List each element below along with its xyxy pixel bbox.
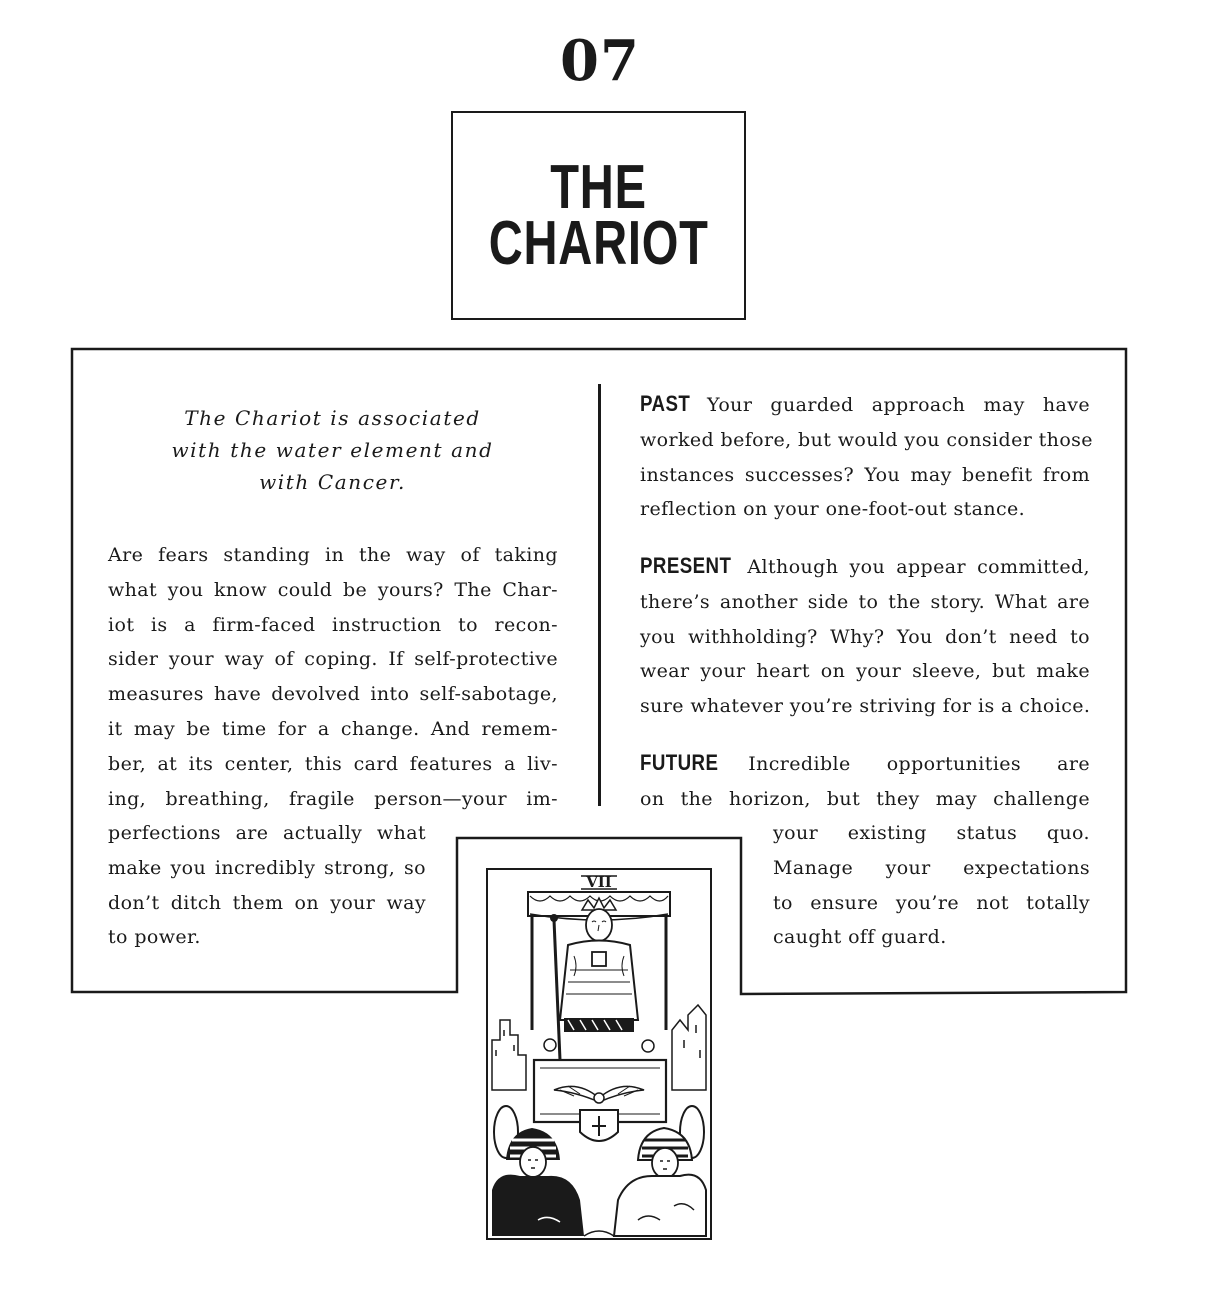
- past-text: Your guarded approach may have: [707, 394, 1090, 416]
- present-text: Although you appear committed,: [747, 556, 1090, 578]
- intro-line: The Chariot is associated: [184, 406, 481, 430]
- past-line: reflection on your one-foot-out stance.: [640, 498, 1026, 521]
- main-paragraph-wrap: [108, 816, 426, 955]
- future-line: your existing status quo.: [773, 822, 1090, 844]
- main-line: Are fears standing in the way of taking: [108, 544, 558, 566]
- main-line: don’t ditch them on your way: [108, 891, 426, 914]
- present-section: [640, 549, 1090, 724]
- chariot-illustration: [488, 870, 710, 1238]
- main-line: iot is a firm-faced instruction to recon-: [108, 613, 558, 636]
- past-line: worked before, but would you consider those: [640, 428, 1093, 451]
- main-paragraph: [108, 538, 558, 816]
- main-line: perfections are actually what: [108, 822, 426, 844]
- past-label: PAST: [640, 391, 691, 416]
- present-line: you withholding? Why? You don’t need to: [640, 625, 1090, 648]
- present-label: PRESENT: [640, 553, 732, 578]
- future-section-wrap: [773, 816, 1090, 955]
- past-line: [640, 387, 1090, 423]
- past-line: instances successes? You may benefit from: [640, 463, 1090, 486]
- main-line: sider your way of coping. If self-protective: [108, 648, 558, 671]
- main-line: what you know could be yours? The Char-: [108, 578, 558, 601]
- future-line: Manage your expectations: [773, 856, 1090, 879]
- column-divider: [598, 384, 601, 806]
- main-line: ber, at its center, this card features a liv-: [108, 752, 558, 775]
- present-line: [640, 549, 1090, 585]
- future-label: FUTURE: [640, 750, 719, 775]
- future-line: caught off guard.: [773, 926, 947, 949]
- future-section: [640, 746, 1090, 817]
- present-line: wear your heart on your sleeve, but make: [640, 660, 1090, 683]
- future-line: on the horizon, but they may challenge: [640, 787, 1090, 810]
- main-line: measures have devolved into self-sabotage,: [108, 683, 558, 706]
- title-line-1: THE: [550, 152, 647, 222]
- chariot-card-icon: [486, 868, 712, 1240]
- intro-line: with the water element and: [171, 438, 494, 462]
- future-line: to ensure you’re not totally: [773, 891, 1090, 914]
- present-line: sure whatever you’re striving for is a choice.: [640, 695, 1091, 718]
- intro-line: with Cancer.: [259, 470, 406, 494]
- main-line: it may be time for a change. And remem-: [108, 717, 558, 740]
- card-number: 07: [560, 28, 640, 94]
- future-text: Incredible opportunities are: [748, 753, 1090, 775]
- future-line: [640, 746, 1090, 782]
- main-line: to power.: [108, 926, 201, 949]
- card-numeral: VII: [586, 873, 612, 891]
- title-line-2: CHARIOT: [488, 208, 709, 278]
- present-line: there’s another side to the story. What are: [640, 590, 1090, 613]
- past-section: [640, 387, 1093, 527]
- main-line: ing, breathing, fragile person—your im-: [108, 787, 558, 810]
- intro-text: [140, 402, 525, 498]
- main-line: make you incredibly strong, so: [108, 856, 426, 879]
